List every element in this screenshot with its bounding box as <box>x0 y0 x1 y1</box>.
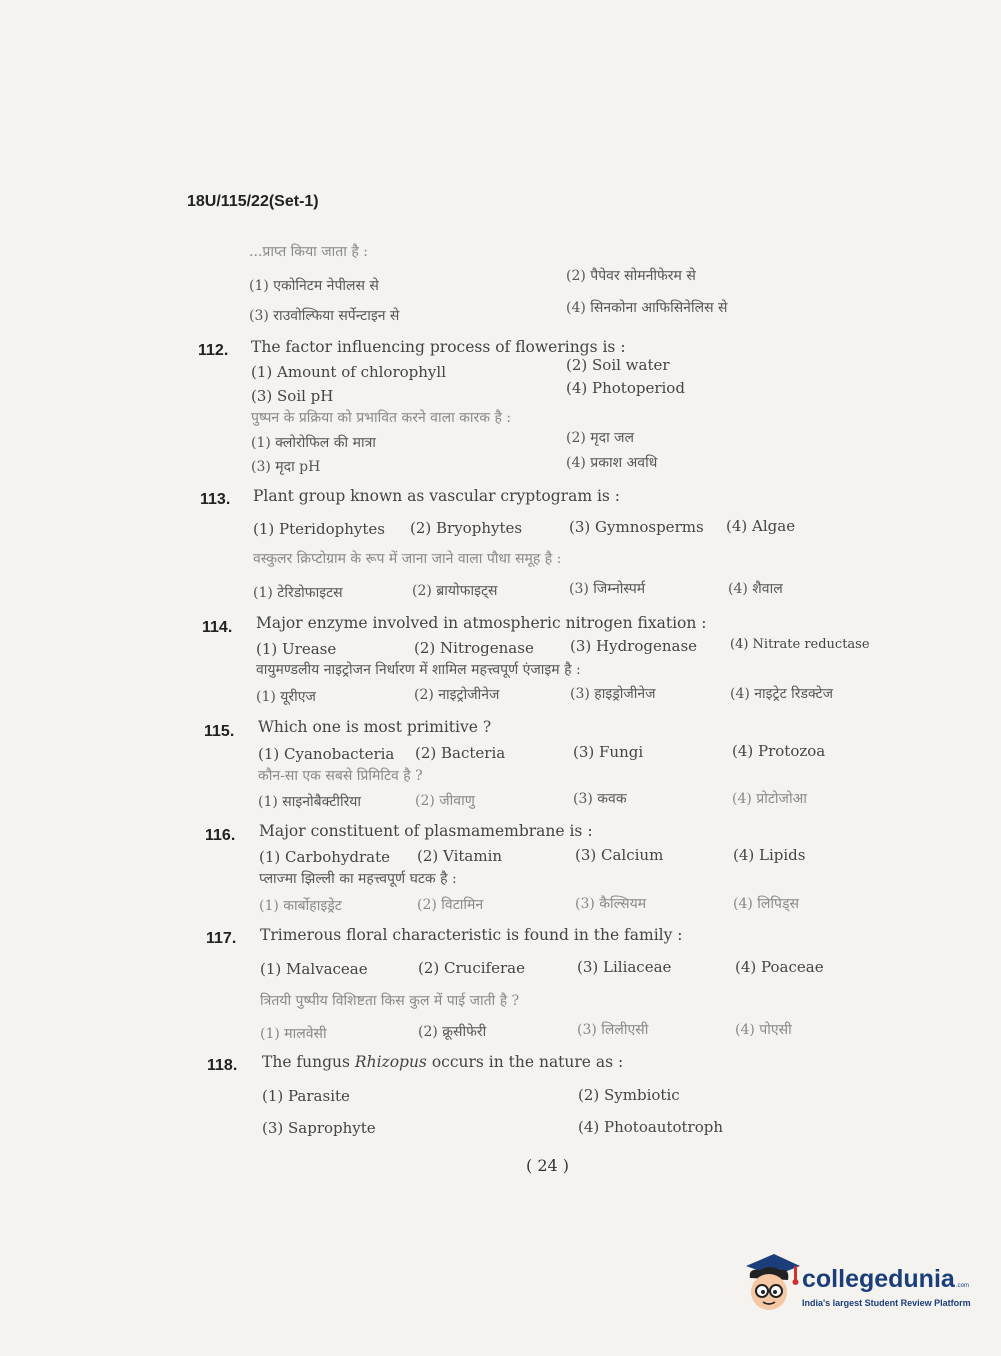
option-4: (4) Lipids <box>733 846 806 864</box>
option-2-hindi: (2) ब्रायोफाइट्स <box>412 583 498 599</box>
question-stem <box>262 1053 623 1071</box>
question-stem-hindi: वस्कुलर क्रिप्टोग्राम के रूप में जाना जाने वाला पौधा समूह है : <box>253 551 562 567</box>
option-1: (1) Amount of chlorophyll <box>251 363 446 381</box>
option-4: (4) Photoperiod <box>566 379 685 397</box>
option-2-hindi: (2) मृदा जल <box>566 430 635 446</box>
question-number: 117. <box>206 930 237 947</box>
question-number: 113. <box>200 491 231 508</box>
option-1: (1) Urease <box>256 640 337 658</box>
option-4-hindi: (4) सिनकोना आफिसिनेलिस से <box>566 300 728 316</box>
question-stem-hindi: त्रितयी पुष्पीय विशिष्टता किस कुल में पाई जाती है ? <box>260 993 520 1009</box>
stem-text-italic: Rhizopus <box>354 1053 427 1071</box>
brand-suffix: .com <box>956 1283 970 1289</box>
option-2-hindi: (2) विटामिन <box>417 897 484 913</box>
student-mascot-icon <box>742 1252 802 1314</box>
option-1: (1) Parasite <box>262 1087 350 1105</box>
question-stem: Plant group known as vascular cryptogram is : <box>253 487 621 505</box>
question-stem: Trimerous floral characteristic is found in the family : <box>260 926 683 944</box>
option-3: (3) Gymnosperms <box>569 518 704 536</box>
option-1-hindi: (1) टेरिडोफाइटस <box>253 585 343 601</box>
option-3: (3) Calcium <box>575 846 664 864</box>
option-1-hindi: (1) यूरीएज <box>256 689 316 705</box>
brand-tagline: India's largest Student Review Platform <box>802 1298 971 1308</box>
option-3-hindi: (3) जिम्नोस्पर्म <box>569 581 646 597</box>
question-stem: The factor influencing process of flowerings is : <box>251 338 626 356</box>
question-stem-hindi: कौन-सा एक सबसे प्रिमिटिव है ? <box>258 768 423 784</box>
question-stem-hindi: वायुमण्डलीय नाइट्रोजन निर्धारण में शामिल महत्त्वपूर्ण एंजाइम है : <box>256 662 581 678</box>
option-4-hindi: (4) प्रकाश अवधि <box>566 455 658 471</box>
option-1-hindi: (1) साइनोबैक्टीरिया <box>258 794 362 810</box>
option-1-hindi: (1) कार्बोहाइड्रेट <box>259 898 342 914</box>
question-stem-hindi: ...प्राप्त किया जाता है : <box>249 244 368 260</box>
option-2-hindi: (2) जीवाणु <box>415 793 475 809</box>
paper-code: 18U/115/22(Set-1) <box>187 193 319 210</box>
option-4: (4) Nitrate reductase <box>730 637 870 652</box>
option-2: (2) Bryophytes <box>410 519 523 537</box>
option-2-hindi: (2) क्रूसीफेरी <box>418 1024 487 1040</box>
option-4: (4) Photoautotroph <box>578 1118 724 1136</box>
option-3-hindi: (3) राउवोल्फिया सर्पेन्टाइन से <box>249 308 400 324</box>
option-4: (4) Poaceae <box>735 958 824 976</box>
question-stem: Which one is most primitive ? <box>258 718 492 736</box>
page-number: ( 24 ) <box>526 1156 570 1175</box>
option-3: (3) Hydrogenase <box>570 637 698 655</box>
option-1-hindi: (1) मालवेसी <box>260 1026 327 1042</box>
option-4: (4) Protozoa <box>732 742 826 760</box>
option-2-hindi: (2) पैपेवर सोमनीफेरम से <box>566 268 696 284</box>
option-1-hindi: (1) क्लोरोफिल की मात्रा <box>251 435 376 451</box>
stem-text-post: occurs in the nature as : <box>426 1053 624 1071</box>
question-stem-hindi: पुष्पन के प्रक्रिया को प्रभावित करने वाला कारक है : <box>251 410 512 426</box>
option-1: (1) Malvaceae <box>260 960 368 978</box>
option-4: (4) Algae <box>726 517 796 535</box>
option-4-hindi: (4) नाइट्रेट रिडक्टेज <box>730 686 834 702</box>
option-2: (2) Symbiotic <box>578 1086 680 1104</box>
option-3: (3) Fungi <box>573 743 644 761</box>
question-number: 116. <box>205 827 236 844</box>
option-3-hindi: (3) मृदा pH <box>251 459 321 475</box>
question-number: 112. <box>198 342 229 359</box>
option-3-hindi: (3) लिलीएसी <box>577 1022 649 1038</box>
option-4-hindi: (4) लिपिड्स <box>733 896 799 912</box>
collegedunia-watermark <box>742 1250 972 1320</box>
option-3-hindi: (3) कवक <box>573 791 627 807</box>
option-1: (1) Pteridophytes <box>253 520 385 538</box>
option-3: (3) Soil pH <box>251 387 334 405</box>
question-number: 118. <box>207 1057 238 1074</box>
option-2: (2) Bacteria <box>415 744 506 762</box>
option-3: (3) Saprophyte <box>262 1119 376 1137</box>
option-4-hindi: (4) पोएसी <box>735 1022 792 1038</box>
option-2-hindi: (2) नाइट्रोजीनेज <box>414 687 500 703</box>
option-1: (1) Carbohydrate <box>259 848 390 866</box>
question-stem: Major enzyme involved in atmospheric nitrogen fixation : <box>256 614 707 632</box>
option-4-hindi: (4) प्रोटोजोआ <box>732 791 807 807</box>
question-stem: Major constituent of plasmamembrane is : <box>259 822 593 840</box>
option-3-hindi: (3) हाइड्रोजीनेज <box>570 686 656 702</box>
option-1: (1) Cyanobacteria <box>258 745 395 763</box>
question-number: 115. <box>204 723 235 740</box>
question-number: 114. <box>202 619 233 636</box>
option-2: (2) Soil water <box>566 356 670 374</box>
option-2: (2) Nitrogenase <box>414 639 534 657</box>
option-4-hindi: (4) शैवाल <box>728 581 783 597</box>
option-3-hindi: (3) कैल्सियम <box>575 896 647 912</box>
question-stem-hindi: प्लाज्मा झिल्ली का महत्त्वपूर्ण घटक है : <box>259 871 457 887</box>
brand-name: collegedunia <box>802 1265 955 1293</box>
stem-text-pre: The fungus <box>262 1053 355 1071</box>
option-3: (3) Liliaceae <box>577 958 672 976</box>
option-1-hindi: (1) एकोनिटम नेपीलस से <box>249 278 379 294</box>
option-2: (2) Cruciferae <box>418 959 525 977</box>
option-2: (2) Vitamin <box>417 847 503 865</box>
